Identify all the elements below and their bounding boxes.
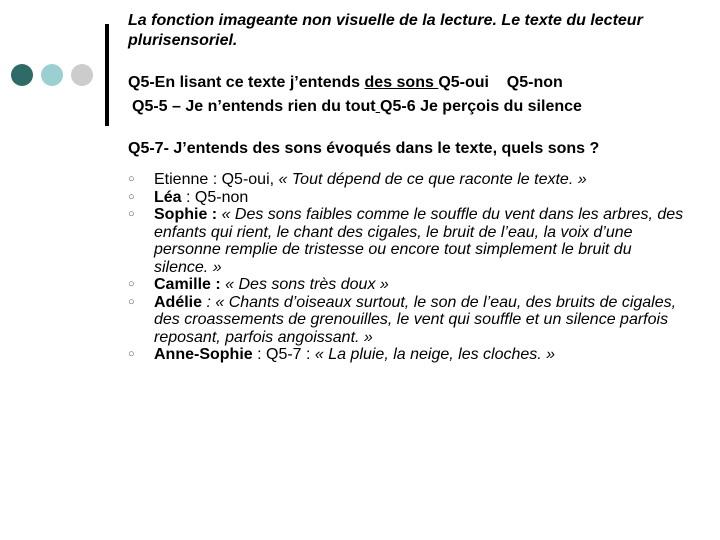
answer-sep: : Q5-non [181, 188, 249, 206]
bullet-circle-icon: ○ [128, 173, 135, 185]
decorative-dot-light [41, 64, 63, 86]
list-item [128, 346, 688, 364]
answer-quote: « Tout dépend de ce que raconte le texte. » [278, 171, 587, 188]
question-q5-5-q5-6 [132, 97, 582, 117]
decorative-dot-grey [71, 64, 93, 86]
list-item [128, 294, 688, 347]
answer-sep: : [202, 293, 216, 311]
answer-sep: : Q5-7 : [252, 346, 315, 363]
vertical-divider [105, 24, 109, 126]
question-q5-options: Q5-oui Q5-non [438, 74, 563, 91]
bullet-circle-icon: ○ [128, 295, 135, 308]
list-item [128, 206, 688, 276]
question-q5-text: Q5-En lisant ce texte j’entends [128, 74, 365, 91]
slide-title: La fonction imageante non visuelle de la lecture. Le texte du lecteur plurisensoriel. [128, 12, 643, 49]
answer-sep: : [207, 206, 222, 223]
question-q5 [128, 73, 563, 93]
answer-name: Adélie [154, 293, 203, 311]
bullet-circle-icon: ○ [128, 190, 135, 203]
decorative-dot-dark [11, 64, 33, 86]
answer-sep: : Q5-oui, [208, 171, 279, 188]
answer-quote: « Des sons faibles comme le souffle du vent dans les arbres, des enfants qui rient, le chant des cigales, le bruit de l’eau, la voix d’une personne remplie de tristesse ou encore tout simplement le bruit du silence. » [154, 206, 684, 276]
answer-quote: « Chants d’oiseaux surtout, le son de l’eau, des bruits de cigales, des croassements de grenouilles, le vent qui souffle et un silence parfois reposant, parfois angoissant. » [154, 293, 677, 346]
answer-quote: « La pluie, la neige, les cloches. » [314, 346, 556, 363]
question-q5-5-text: Q5-5 – Je n’entends rien du tout [132, 98, 376, 115]
bullet-circle-icon: ○ [128, 278, 135, 290]
answers-list [128, 171, 688, 364]
answer-sep: : [210, 276, 226, 293]
list-item [128, 276, 688, 294]
list-item [128, 189, 688, 207]
question-q5-7: Q5-7- J’entends des sons évoqués dans le texte, quels sons ? [128, 140, 600, 157]
answer-name: Léa [154, 188, 182, 206]
answer-name: Anne-Sophie [154, 346, 253, 363]
answer-name: Sophie [154, 206, 208, 223]
answer-name: Camille [154, 276, 211, 293]
list-item [128, 171, 688, 189]
answer-name: Etienne [154, 171, 209, 188]
question-q5-6-text: Q5-6 Je perçois du silence [380, 98, 582, 115]
question-q5-underlined: des sons [364, 74, 439, 91]
bullet-circle-icon: ○ [128, 348, 135, 360]
bullet-circle-icon: ○ [128, 208, 135, 220]
answer-quote: « Des sons très doux » [225, 276, 389, 293]
